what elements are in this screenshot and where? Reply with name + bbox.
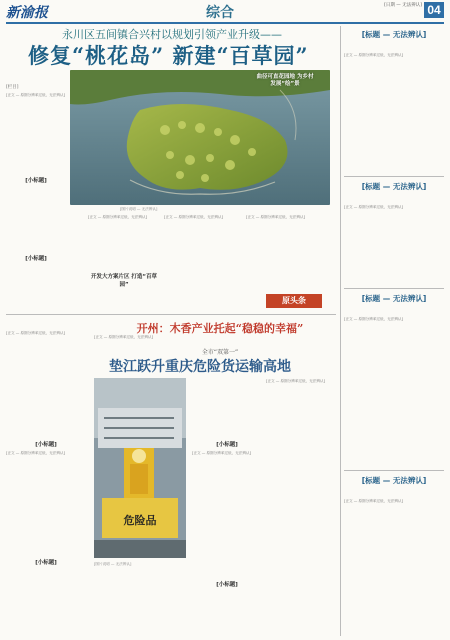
lead-kicker: 永川区五间镇合兴村以规划引领产业升级——: [62, 28, 282, 41]
bottom-right-body-2: [正文 — 原图分辨率过低，无法辨认]: [266, 379, 325, 383]
column-divider: [340, 26, 341, 636]
island-aerial-image: [70, 70, 330, 205]
lead-photo-caption: [图片说明 — 无法辨认]: [120, 207, 158, 211]
bottom-story-headline: 垫江跃升重庆危险货运输高地: [109, 359, 291, 375]
mid-story-body-left: [正文 — 原图分辨率过低，无法辨认]: [6, 331, 65, 335]
center-body-right: [正文 — 原图分辨率过低，无法辨认]: [246, 215, 305, 219]
truck-photo-caption: [图片说明 — 无法辨认]: [94, 562, 132, 566]
mid-story-headline: 开州：木香产业托起“稳稳的幸福”: [136, 322, 304, 335]
right-body-4: [正文 — 原图分辨率过低，无法辨认]: [344, 499, 403, 503]
mid-story-body: [正文 — 原图分辨率过低，无法辨认]: [94, 335, 153, 339]
lead-photo-island: [70, 70, 330, 205]
center-body-top: [正文 — 原图分辨率过低，无法辨认]: [88, 215, 147, 219]
bottom-right-body-1: [正文 — 原图分辨率过低，无法辨认]: [192, 451, 251, 455]
bottom-right-subhead-1: [小标题]: [216, 442, 238, 448]
left-subhead-1: [小标题]: [25, 178, 47, 184]
right-body-2: [正文 — 原图分辨率过低，无法辨认]: [344, 205, 403, 209]
bottom-story-kicker: 全市“双第一”: [201, 349, 239, 356]
photo-title-overlay: 曲径可直花园地 为乡村发展“绘”景: [256, 74, 314, 87]
masthead: [6, 0, 444, 22]
section-divider: [6, 314, 336, 315]
left-subhead-2: [小标题]: [25, 256, 47, 262]
center-body-bottom: [正文 — 原图分辨率过低，无法辨认]: [164, 215, 223, 219]
section-title: 综合: [206, 5, 234, 21]
right-headline-2: [标题 — 无法辨认]: [361, 182, 427, 191]
issue-date: [日期 — 无法辨认]: [384, 3, 422, 8]
hazardous-truck-image: [94, 378, 186, 558]
right-headline-1: [标题 — 无法辨认]: [361, 30, 427, 39]
right-headline-4: [标题 — 无法辨认]: [361, 476, 427, 485]
bottom-left-subhead-2: [小标题]: [35, 560, 57, 566]
right-divider-2: [344, 288, 444, 289]
hazard-sign: 危险品: [123, 514, 157, 527]
right-body-3: [正文 — 原图分辨率过低，无法辨认]: [344, 317, 403, 321]
left-column-label: [栏目]: [6, 85, 19, 90]
left-column-body: [正文 — 原图分辨率过低，无法辨认]: [6, 93, 65, 97]
right-body-1: [正文 — 原图分辨率过低，无法辨认]: [344, 53, 403, 57]
bottom-right-subhead-2: [小标题]: [216, 582, 238, 588]
page-number: 04: [424, 2, 444, 18]
right-divider-3: [344, 470, 444, 471]
truck-photo: [94, 378, 186, 558]
headline-badge: 原头条: [266, 294, 322, 308]
newspaper-logo: 新渝报: [6, 5, 48, 21]
center-subhead: 开发大方案片区 打造“百草园”: [90, 274, 158, 288]
lead-headline: 修复“桃花岛” 新建“百草园”: [28, 43, 309, 68]
masthead-rule: [6, 22, 444, 24]
bottom-left-body: [正文 — 原图分辨率过低，无法辨认]: [6, 451, 65, 455]
bottom-left-subhead-1: [小标题]: [35, 442, 57, 448]
right-headline-3: [标题 — 无法辨认]: [361, 294, 427, 303]
right-divider-1: [344, 176, 444, 177]
